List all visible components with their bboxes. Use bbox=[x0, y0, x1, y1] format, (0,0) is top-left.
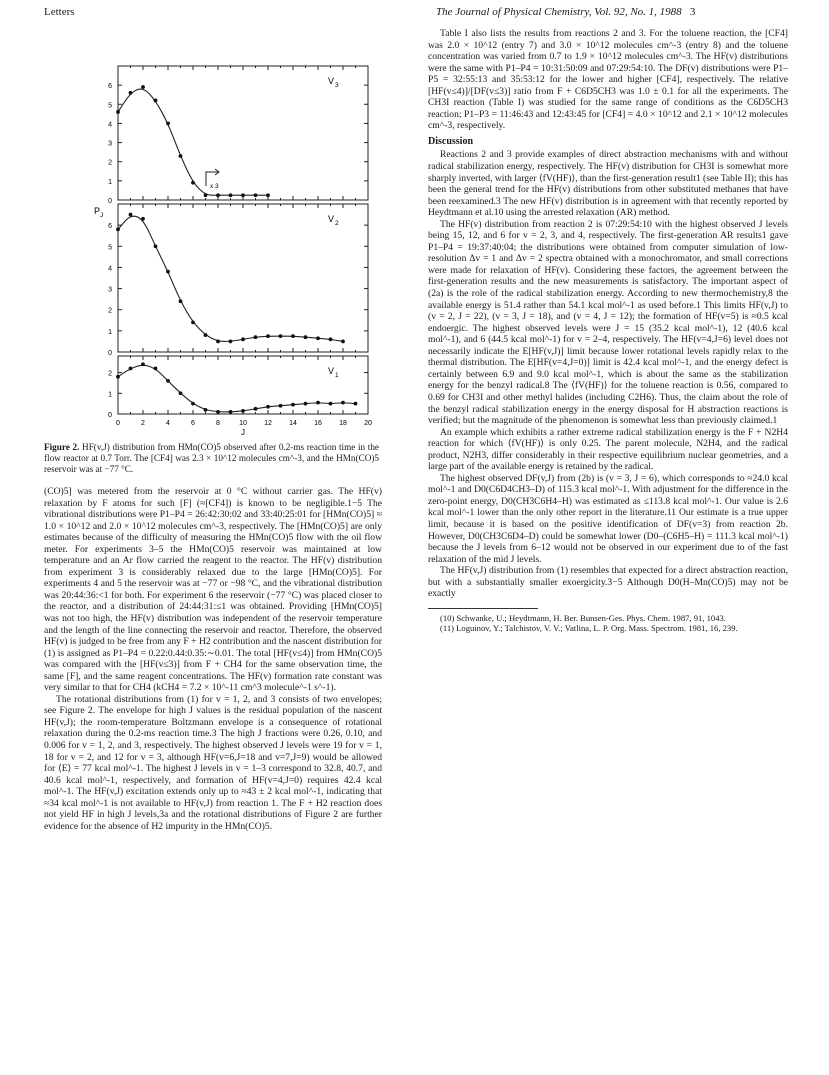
caption-label: Figure 2. bbox=[44, 442, 80, 452]
data-point bbox=[229, 410, 233, 414]
discussion-paragraph: The HF(v,J) distribution from (1) resembles that expected for a direct abstraction reaction, but with a substantially smaller exoergicity.3−5 Although D0(H–Mn(CO)5) may not be exactly bbox=[428, 565, 788, 600]
data-point bbox=[116, 110, 120, 114]
data-point bbox=[154, 99, 158, 103]
x-tick-label: 12 bbox=[264, 420, 272, 427]
data-point bbox=[166, 270, 170, 274]
figure-caption bbox=[44, 442, 379, 475]
y-axis-label-sub: J bbox=[100, 212, 104, 219]
left-paragraph: (CO)5] was metered from the reservoir at 0 °C without carrier gas. The HF(v) relaxation by F atoms for such [F] (≈[CF4]) is known to be negligible.1−5 The vibrational distributions were P1–P4 = 26:42:30:02 and 33:40:25:01 for [HMn(CO)5] ≈ 1.0 × 10^12 and 2.0 × 10^12 molecules cm^-3, respectively. The [HMn(CO)5] are only estimates because of the difficulty of measuring the HMn(CO)5 flow with the oil flow meter. For experiments 3–5 the HMn(CO)5 reservoir was maintained at low temperature and an Ar flow carried the reagent to the reactor. The HF(v) distribution from experiment 3 is considerably relaxed due to the large [HMn(CO)5]. For experiments 4 and 5 the reservoir was at −77 or −98 °C, and the vibrational distribution was 20:44:36:<1 for both. For experiment 6 the reservoir (−77 °C) was placed closer to the reactor, and a distribution of 24:44:31:≤1 was obtained. Providing [HMn(CO)5] was not too high, the HF(v) distribution was independent of the reservoir temperature and the length of the line connecting the reservoir and reactor. Therefore, the observed HF(v) is judged to be free from any F + H2 contribution and the nascent distribution for (1) is assigned as P1–P4 = 0.22:0.44:0.35:∼0.01. The total [HF(v≤4)] from HMn(CO)5 was compared with the [HF(v≤3)] from F + CH4 for the same observation time, the same [F], and the same reagent concentrations. The HF(v) formation rate constant was very similar to that for CH4 (kCH4 = 7.2 × 10^-11 cm^3 molecule^-1 s^-1). bbox=[44, 486, 382, 694]
x-tick-label: 14 bbox=[289, 420, 297, 427]
data-point bbox=[191, 321, 195, 325]
data-point bbox=[216, 410, 220, 414]
y-tick-label: 1 bbox=[108, 328, 112, 336]
data-point bbox=[141, 217, 145, 221]
data-point bbox=[241, 193, 245, 197]
x-tick-label: 6 bbox=[191, 420, 195, 427]
running-head-left: Letters bbox=[44, 6, 75, 18]
data-point bbox=[266, 334, 270, 338]
reference-item: (11) Loguinov, Y.; Talchistov, V. V.; Vatlina, L. P. Org. Mass. Spectrom. 1981, 16, 239. bbox=[440, 623, 738, 634]
data-point bbox=[279, 334, 283, 338]
data-point bbox=[304, 335, 308, 339]
y-tick-label: 2 bbox=[108, 370, 112, 378]
y-tick-label: 4 bbox=[108, 121, 112, 129]
x-tick-label: 20 bbox=[364, 420, 372, 427]
data-point bbox=[129, 367, 133, 371]
data-point bbox=[216, 193, 220, 197]
x-tick-label: 4 bbox=[166, 420, 170, 427]
y-tick-label: 0 bbox=[108, 198, 112, 205]
data-point bbox=[241, 337, 245, 341]
panel-label-sub: 1 bbox=[335, 372, 339, 379]
y-tick-label: 3 bbox=[108, 286, 112, 294]
x-tick-label: 0 bbox=[116, 420, 120, 427]
data-point bbox=[329, 337, 333, 341]
data-point bbox=[166, 379, 170, 383]
data-point bbox=[241, 409, 245, 413]
panel-label: V bbox=[328, 366, 335, 376]
x-tick-label: 16 bbox=[314, 420, 322, 427]
data-point bbox=[254, 193, 258, 197]
data-point bbox=[229, 193, 233, 197]
section-title: Discussion bbox=[428, 135, 474, 147]
panel-frame bbox=[118, 204, 368, 352]
data-point bbox=[154, 367, 158, 371]
series-line bbox=[118, 89, 268, 195]
discussion-paragraph: The HF(v) distribution from reaction 2 is 07:29:54:10 with the highest observed J levels being 15, 12, and 6 for v = 2, 3, and 4, respectively. The first-generation AR results1 gave P1–P4 = 19:37:40:04; the distributions were obtained from computer simulation of low-resolution Δv = 1 and Δv = 2 spectra obtained with a monochromator, and small corrections were made for relaxation of HF(v). Considering these factors, the agreement between the first-generation results and the new measurements is satisfactory. The important aspect of (2a) is the role of the radical stabilization energy. According to new thermochemistry,8 the available energy is 51.4 rather than 54.1 kcal mol^-1 as used before.1 This limits HF(v,J) to (v = 2, J = 22), (v = 3, J = 18), and (v = 4, J = 12); the formation of HF(v=5) is ≈0.5 kcal endoergic. The highest observed levels were J = 15 (35.2 kcal mol^-1), 12 (40.6 kcal mol^-1), and 6 (44.5 kcal mol^-1) for v = 2–4, respectively. The HF(v=4,J=6) level does not necessarily indicate the E[HF(v,J)] limit because lower rotational levels rapidly relax to the thermal distribution. The E[HF(v=4,J=0)] limit is 42.4 kcal mol^-1, and the energy defect is certainly between 6.9 and 9.0 kcal mol^-1, which is about the same as the stabilization energy for the benzyl radical.8 The ⟨fV(HF)⟩ for the toluene reaction is 0.56, compared to 0.69 for CH3I and other methyl halides (including C2H6). Thus, the claim about the role of the benzyl radical stabilization energy in the energy disposal for H abstraction reactions is verified; but the magnitude of the phenomenon is somewhat less than previously claimed.1 bbox=[428, 218, 788, 427]
discussion-paragraph: The highest observed DF(v,J) from (2b) is (v = 3, J = 6), which corresponds to ≈24.0 kcal mol^-1 and D0(C6D4CH3–D) of 115.3 kcal mol^-1. With adjustment for the difference in the zero-point energy, D0(CH3C6H4–H) was estimated as ≤113.8 kcal mol^-1. Our value is 2.6 kcal mol^-1 lower than the only other report in the literature.11 Our estimate is a true upper limit, because it is based on the positive identification of DF(v=3) from reaction 2b. However, D0(CH3C6D4–D) could be somewhat lower (D0–(C6H5–H) = 111.3 kcal mol^-1) because the J levels from 6–12 would not be observed in our experiment due to of the fast relaxation of the mid J levels. bbox=[428, 472, 788, 565]
reference-item: (10) Schwanke, U.; Heydtmann, H. Ber. Bunsen-Ges. Phys. Chem. 1987, 91, 1043. bbox=[440, 612, 726, 623]
data-point bbox=[179, 391, 183, 395]
figure-2-plot bbox=[88, 62, 388, 437]
journal-citation: The Journal of Physical Chemistry, Vol. 92, No. 1, 1988 bbox=[436, 6, 682, 18]
y-tick-label: 6 bbox=[108, 223, 112, 231]
left-paragraph: The rotational distributions from (1) for v = 1, 2, and 3 consists of two envelopes; see Figure 2. The envelope for high J values is the residual population of the nascent HF(v,J); the room-temperature Boltzmann envelope is a consequence of rotational relaxation during the 0.2-ms reaction time.3 The high J fractions were 0.26, 0.10, and 0.006 for v = 1, 2, and 3, respectively. The highest observed J levels were 19 for v = 1, 18 for v = 2, and 12 for v = 3, although HF(v=6,J=18 and v=7,J=9) would be allowed for ⟨E⟩ = 77 kcal mol^-1. The highest J levels in v = 1–3 correspond to 32.8, 40.7, and 40.6 kcal mol^-1, respectively, and formation of HF(v=4,J=0) requires 42.4 kcal mol^-1. The HF(v,J) excitation extends only up to ≈43 ± 2 kcal mol^-1, indicating that ≈34 kcal mol^-1 is not available to HF(v,J) from reaction 1. The F + H2 reaction does not yield HF in high J levels,3a and the rotational distributions of Figure 2 are further evidence for the absence of H2 impurity in the HMn(CO)5. bbox=[44, 693, 382, 832]
running-head-right bbox=[436, 6, 695, 18]
data-point bbox=[266, 193, 270, 197]
discussion-paragraph: An example which exhibits a rather extreme radical stabilization energy is the F + N2H4 reaction for which ⟨fV(HF)⟩ is only 0.25. The parent molecule, N2H4, and the radical product, N2H3, differ considerably in their respective equilibrium nuclear geometries, and a large part of the available energy is retained by the radical. bbox=[428, 426, 788, 473]
data-point bbox=[341, 340, 345, 344]
y-tick-label: 5 bbox=[108, 244, 112, 252]
data-point bbox=[204, 193, 208, 197]
data-point bbox=[341, 401, 345, 405]
data-point bbox=[154, 244, 158, 248]
y-tick-label: 0 bbox=[108, 412, 112, 419]
data-point bbox=[129, 91, 133, 95]
x-tick-label: 18 bbox=[339, 420, 347, 427]
data-point bbox=[116, 227, 120, 231]
panel-label: V bbox=[328, 76, 335, 86]
data-point bbox=[179, 154, 183, 158]
y-tick-label: 4 bbox=[108, 265, 112, 273]
page-number: 3 bbox=[689, 6, 696, 18]
footnote-rule bbox=[428, 608, 538, 609]
data-point bbox=[291, 334, 295, 338]
data-point bbox=[129, 213, 133, 217]
data-point bbox=[229, 340, 233, 344]
data-point bbox=[254, 335, 258, 339]
panel-label-sub: 2 bbox=[335, 220, 339, 227]
y-tick-label: 0 bbox=[108, 350, 112, 357]
data-point bbox=[266, 405, 270, 409]
data-point bbox=[191, 181, 195, 185]
y-tick-label: 5 bbox=[108, 102, 112, 110]
scale-annotation: x 3 bbox=[210, 183, 219, 190]
data-point bbox=[316, 401, 320, 405]
data-point bbox=[304, 402, 308, 406]
data-point bbox=[141, 85, 145, 89]
data-point bbox=[204, 408, 208, 412]
x-axis-label: J bbox=[241, 428, 245, 437]
data-point bbox=[316, 336, 320, 340]
series-line bbox=[118, 216, 343, 341]
data-point bbox=[191, 402, 195, 406]
x-tick-label: 10 bbox=[239, 420, 247, 427]
panel-label: V bbox=[328, 214, 335, 224]
panel-frame bbox=[118, 66, 368, 200]
data-point bbox=[291, 403, 295, 407]
data-point bbox=[204, 333, 208, 337]
discussion-paragraph: Reactions 2 and 3 provide examples of direct abstraction mechanisms with and without radical stabilization energy, respectively. The HF(v) distribution for CH3I is somewhat more sharply inverted, with larger ⟨fV(HF)⟩, than the first-generation result1 (see Table II); this has been the general trend for the HF(v) distributions from other substituted methanes that have been reexamined.3 The new HF(v) distribution is in agreement with that recently reported by Heydtmann et al.10 using the arrested relaxation (AR) method. bbox=[428, 149, 788, 219]
left-column bbox=[44, 486, 382, 832]
series-line bbox=[118, 365, 356, 412]
y-tick-label: 3 bbox=[108, 140, 112, 148]
right-intro-paragraph: Table I also lists the results from reactions 2 and 3. For the toluene reaction, the [CF4] was 2.0 × 10^12 (entry 7) and 3.0 × 10^12 molecules cm^-3 (entry 8) and the toluene concentration was varied from 0.7 to 1.9 × 10^12 molecules cm^-3. The HF(v) distributions were the same with P1–P4 = 10:31:50:09 and 07:29:54:10. The DF(v) distributions were P1–P5 = 32:55:13 and 35:53:12 for the lower and higher [CF4], respectively. The relative [HF(v≤4)]/[DF(v≤3)] ratio from F + C6D5CH3 was 1.0 ± 0.1 for all the experiments. The CH3I reaction (Table I) was studied for the same range of conditions as the C6D5CH3 reaction; P1–P3 = 11:46:43 and 12:43:45 for [CF4] = 4.0 × 10^12 and 2.1 × 10^12 molecules cm^-3, respectively. bbox=[428, 28, 788, 132]
panel-label-sub: 3 bbox=[335, 82, 339, 89]
right-column bbox=[428, 28, 788, 634]
data-point bbox=[254, 407, 258, 411]
y-tick-label: 2 bbox=[108, 307, 112, 315]
y-tick-label: 2 bbox=[108, 159, 112, 167]
data-point bbox=[354, 402, 358, 406]
y-tick-label: 1 bbox=[108, 391, 112, 399]
y-tick-label: 6 bbox=[108, 83, 112, 91]
data-point bbox=[279, 404, 283, 408]
y-axis-label: P bbox=[94, 206, 101, 216]
data-point bbox=[216, 340, 220, 344]
data-point bbox=[329, 402, 333, 406]
data-point bbox=[179, 299, 183, 303]
data-point bbox=[166, 122, 170, 126]
data-point bbox=[141, 362, 145, 366]
y-tick-label: 1 bbox=[108, 178, 112, 186]
x-tick-label: 8 bbox=[216, 420, 220, 427]
caption-text: HF(v,J) distribution from HMn(CO)5 observed after 0.2-ms reaction time in the flow reactor at 0.7 Torr. The [CF4] was 2.3 × 10^12 molecules cm^-3, and the HMn(CO)5 reservoir was at −77 °C. bbox=[44, 442, 379, 474]
x-tick-label: 2 bbox=[141, 420, 145, 427]
data-point bbox=[116, 375, 120, 379]
